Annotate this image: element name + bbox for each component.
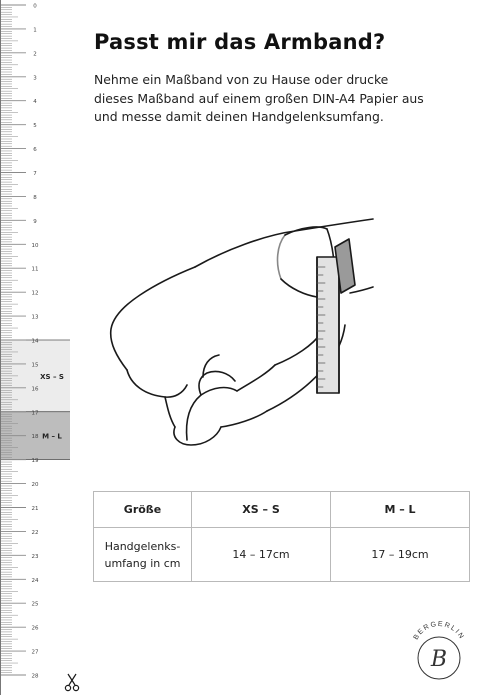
header-size: Größe <box>94 492 192 528</box>
ruler-label: 6 <box>33 147 37 154</box>
ruler-label: 14 <box>31 338 39 345</box>
row-label-line-2: umfang in cm <box>104 556 181 570</box>
ruler-label: 12 <box>31 290 39 297</box>
ruler-label: 5 <box>33 123 37 130</box>
ruler-label: 7 <box>33 171 37 177</box>
ruler-label: 18 <box>31 434 39 441</box>
intro-line-1: Nehme ein Maßband von zu Hause oder drucke <box>94 72 389 87</box>
ruler-label: 9 <box>33 218 37 225</box>
table-row <box>94 528 470 582</box>
table-header-row <box>94 492 470 528</box>
ruler-label: 26 <box>31 625 39 632</box>
ruler-label: 16 <box>31 386 39 393</box>
ruler-label: 10 <box>31 242 39 249</box>
ruler-label: 25 <box>31 601 39 608</box>
value-m-l: 17 – 19cm <box>331 528 470 582</box>
measuring-ruler <box>0 0 72 695</box>
ruler-label: 13 <box>31 314 39 321</box>
ruler-label: 1 <box>33 27 37 34</box>
bergerlin-logo <box>405 600 473 686</box>
svg-text:BERGERLIN <box>413 621 466 641</box>
ruler-label: 21 <box>31 506 39 512</box>
ruler-label: 20 <box>31 482 39 489</box>
wrist-measuring-illustration <box>105 205 375 465</box>
ruler-label: 24 <box>31 577 39 584</box>
ruler-label: 22 <box>31 529 39 536</box>
header-xs-s: XS – S <box>192 492 331 528</box>
scissors-icon <box>63 672 81 692</box>
page-title: Passt mir das Armband? <box>94 30 386 54</box>
ruler-label: 17 <box>31 410 39 417</box>
ruler-label: 8 <box>33 194 37 201</box>
ruler-label: 27 <box>31 649 39 656</box>
intro-text <box>94 71 464 127</box>
ruler-label: 3 <box>33 75 37 82</box>
value-xs-s: 14 – 17cm <box>192 528 331 582</box>
header-m-l: M – L <box>331 492 470 528</box>
ruler-label: 19 <box>31 458 39 465</box>
logo-monogram: B <box>430 647 448 672</box>
size-table <box>93 491 470 582</box>
ruler-range-label: M – L <box>42 432 62 441</box>
intro-line-3: und messe damit deinen Handgelenksumfang. <box>94 109 384 124</box>
intro-line-2: dieses Maßband auf einem großen DIN-A4 Papier aus <box>94 90 424 106</box>
ruler-label: 0 <box>33 3 37 10</box>
ruler-label: 2 <box>33 51 37 58</box>
row-label <box>94 528 192 582</box>
row-label-line-1: Handgelenks- <box>104 539 181 553</box>
logo-text: BERGERLIN <box>412 620 466 642</box>
ruler-label: 23 <box>31 553 39 560</box>
ruler-range-label: XS – S <box>40 372 64 381</box>
ruler-label: 4 <box>33 99 37 106</box>
ruler-label: 15 <box>31 362 39 369</box>
ruler-label: 28 <box>31 673 39 680</box>
ruler-label: 11 <box>31 266 39 273</box>
